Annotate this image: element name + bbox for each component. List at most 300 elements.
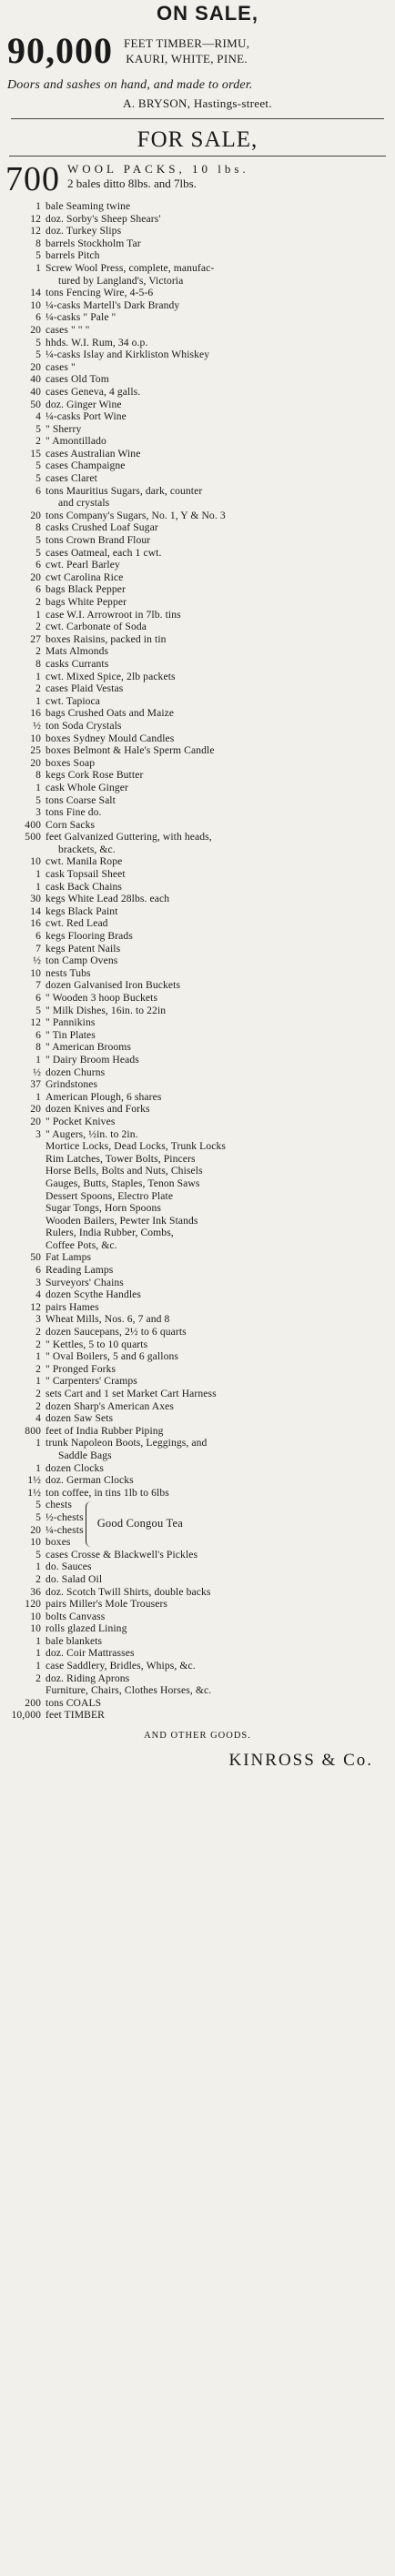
item-description	[46, 237, 390, 250]
item-text: " Pronged Forks	[46, 1362, 116, 1375]
item-text: " Pocket Knives	[46, 1115, 116, 1127]
item-quantity: 8	[35, 521, 41, 534]
item-text: cask Whole Ginger	[46, 781, 128, 793]
item-text: Wheat Mills, Nos. 6, 7 and 8	[46, 1313, 170, 1326]
list-item	[5, 1598, 390, 1611]
list-item	[5, 1561, 390, 1573]
item-text: cases "	[46, 360, 76, 373]
list-item	[5, 1091, 390, 1104]
item-description	[46, 917, 390, 930]
item-quantity: 50	[30, 398, 41, 410]
item-description	[46, 262, 390, 287]
item-text: feet Galvanized Guttering, with heads,	[46, 831, 212, 844]
item-description	[46, 1190, 390, 1203]
item-quantity: 2	[35, 1572, 41, 1585]
item-description	[46, 1598, 390, 1611]
item-description	[46, 460, 390, 472]
item-text: doz. Coir Mattrasses	[46, 1647, 135, 1660]
list-item	[5, 1672, 390, 1685]
item-description	[46, 534, 390, 547]
item-description	[46, 311, 390, 324]
item-description	[46, 1066, 390, 1079]
list-item	[5, 893, 390, 905]
item-description	[46, 881, 390, 894]
item-text: trunk Napoleon Boots, Leggings, and	[46, 1437, 208, 1450]
item-description	[46, 955, 390, 967]
item-description	[46, 1437, 390, 1461]
item-text: Wooden Bailers, Pewter Ink Stands	[46, 1214, 198, 1227]
list-item	[5, 855, 390, 868]
list-item	[5, 1462, 390, 1475]
list-item	[5, 1054, 390, 1066]
item-description	[46, 1005, 390, 1017]
list-item	[5, 1487, 390, 1500]
item-quantity: 40	[30, 373, 41, 386]
list-item	[5, 943, 390, 955]
item-description	[46, 200, 390, 213]
list-item	[5, 1251, 390, 1264]
item-description	[46, 782, 390, 794]
list-item	[5, 1425, 390, 1438]
congou-tea-list	[5, 1499, 84, 1548]
item-text: tons Fine do.	[46, 806, 102, 819]
item-quantity: 1	[35, 781, 41, 793]
item-text: " Augers, ½in. to 2in.	[46, 1127, 138, 1140]
item-description	[46, 510, 390, 522]
item-text: cwt Carolina Rice	[46, 571, 124, 583]
list-item	[5, 423, 390, 436]
item-quantity: 5	[35, 1499, 41, 1511]
advertiser-signature: KINROSS & Co.	[228, 1751, 373, 1771]
item-description	[46, 1400, 390, 1413]
item-text: doz. Scotch Twill Shirts, double backs	[46, 1585, 211, 1598]
item-description	[46, 1611, 390, 1623]
item-text: Reading Lamps	[46, 1264, 114, 1277]
item-description	[46, 472, 390, 485]
item-description	[46, 1586, 390, 1599]
item-quantity: 8	[35, 657, 41, 670]
item-text: " Dairy Broom Heads	[46, 1053, 139, 1066]
item-text-continued: and crystals	[58, 497, 110, 510]
list-item	[5, 1227, 390, 1239]
timber-quantity: 90,000	[7, 30, 113, 71]
item-text: sets Cart and 1 set Market Cart Harness	[46, 1388, 217, 1399]
list-item	[5, 633, 390, 646]
item-text: American Plough, 6 shares	[46, 1090, 162, 1103]
list-item	[5, 435, 390, 448]
item-quantity: 5	[35, 1548, 41, 1561]
item-description	[46, 1029, 390, 1042]
item-text-continued: tured by Langland's, Victoria	[58, 274, 184, 287]
item-quantity: 1	[35, 1053, 41, 1066]
item-description	[46, 671, 390, 683]
item-quantity: 5	[35, 546, 41, 559]
list-item	[5, 448, 390, 460]
item-quantity: 1	[35, 1375, 41, 1388]
item-description	[46, 1524, 84, 1537]
item-quantity: ½	[33, 955, 41, 967]
item-quantity: 2	[35, 1399, 41, 1412]
list-item	[5, 1190, 390, 1203]
item-quantity: 5	[35, 422, 41, 435]
item-description	[46, 299, 390, 312]
item-description	[46, 410, 390, 423]
item-text: dozen Galvanised Iron Buckets	[46, 979, 181, 992]
item-description	[46, 1709, 390, 1722]
item-quantity: 10	[30, 298, 41, 311]
item-text: doz. Sorby's Sheep Shears'	[46, 212, 161, 225]
item-quantity: 20	[30, 509, 41, 521]
item-quantity: 5	[35, 534, 41, 547]
item-quantity: 5	[35, 349, 41, 361]
item-quantity: 5	[35, 1510, 41, 1523]
list-item	[5, 287, 390, 299]
divider	[11, 118, 384, 119]
list-item	[5, 1350, 390, 1363]
item-quantity: 1	[35, 1437, 41, 1450]
item-quantity: 27	[30, 632, 41, 645]
item-text: pairs Miller's Mole Trousers	[46, 1598, 168, 1611]
item-description	[46, 435, 390, 448]
item-text: Mortice Locks, Dead Locks, Trunk Locks	[46, 1140, 226, 1153]
item-description	[46, 1103, 390, 1116]
item-quantity: 6	[35, 484, 41, 497]
item-quantity: 2	[35, 435, 41, 448]
list-item	[5, 1202, 390, 1215]
item-text: ton coffee, in tins 1lb to 6lbs	[46, 1486, 169, 1499]
item-quantity: 10,000	[11, 1709, 41, 1722]
item-quantity: 8	[35, 1041, 41, 1054]
list-item	[5, 1511, 84, 1524]
item-text: bags Black Pepper	[46, 583, 126, 596]
list-item	[5, 311, 390, 324]
item-quantity: 6	[35, 1028, 41, 1041]
item-text: chests	[46, 1499, 72, 1511]
item-description	[46, 1573, 390, 1586]
item-description	[46, 1239, 390, 1252]
item-text: casks Crushed Loaf Sugar	[46, 521, 158, 534]
list-item	[5, 720, 390, 732]
item-quantity: 5	[35, 793, 41, 806]
list-item	[5, 967, 390, 980]
item-quantity: 6	[35, 930, 41, 943]
list-item	[5, 521, 390, 534]
item-text: kegs Patent Nails	[46, 942, 121, 955]
item-description	[46, 967, 390, 980]
item-text: kegs White Lead 28lbs. each	[46, 893, 170, 905]
item-description	[46, 943, 390, 955]
item-description	[46, 1140, 390, 1153]
list-item	[5, 1524, 84, 1537]
item-text: dozen Saw Sets	[46, 1412, 114, 1425]
item-description	[46, 1660, 390, 1672]
item-text: dozen Churns	[46, 1066, 106, 1078]
list-item	[5, 992, 390, 1005]
list-item	[5, 237, 390, 250]
list-item	[5, 1499, 84, 1511]
item-description	[46, 1326, 390, 1339]
item-description	[46, 1536, 84, 1549]
list-item	[5, 1635, 390, 1648]
item-text: ¼-casks Islay and Kirkliston Whiskey	[46, 349, 210, 361]
item-text: cases Australian Wine	[46, 447, 141, 460]
list-item	[5, 583, 390, 596]
item-quantity: 1	[35, 1660, 41, 1672]
item-text: casks Currants	[46, 657, 109, 670]
item-text: tons Fencing Wire, 4-5-6	[46, 287, 154, 299]
heading-rule	[9, 156, 386, 157]
item-text: Mats Almonds	[46, 645, 109, 658]
item-text: cases Oatmeal, each 1 cwt.	[46, 546, 162, 559]
list-item	[5, 1140, 390, 1153]
list-item	[5, 645, 390, 658]
list-item	[5, 1078, 390, 1091]
item-quantity: 2	[35, 1388, 41, 1399]
item-text: bags White Pepper	[46, 596, 127, 608]
list-item	[5, 225, 390, 237]
item-text: Screw Wool Press, complete, manufac-	[46, 261, 215, 274]
list-item	[5, 1066, 390, 1079]
item-quantity: 10	[30, 1622, 41, 1635]
list-item	[5, 868, 390, 881]
list-item	[5, 399, 390, 411]
item-quantity: 1	[35, 880, 41, 893]
list-item	[5, 794, 390, 807]
item-description	[46, 1549, 390, 1561]
item-text: dozen Scythe Handles	[46, 1288, 142, 1301]
list-item	[5, 671, 390, 683]
item-text: bale blankets	[46, 1634, 103, 1647]
item-quantity: 20	[30, 1103, 41, 1116]
item-description	[46, 559, 390, 571]
item-quantity: 5	[35, 1004, 41, 1016]
item-text: bolts Canvass	[46, 1610, 106, 1622]
item-description	[46, 1177, 390, 1190]
item-description	[46, 287, 390, 299]
item-description	[46, 905, 390, 918]
congou-tea-group	[5, 1499, 390, 1548]
item-description	[46, 1672, 390, 1685]
timber-description	[124, 35, 249, 66]
item-description	[46, 386, 390, 399]
item-text: ¼-casks Port Wine	[46, 410, 127, 423]
item-description	[46, 732, 390, 745]
item-text: doz. Riding Aprons	[46, 1672, 130, 1684]
item-text: do. Salad Oil	[46, 1572, 103, 1585]
item-description	[46, 1425, 390, 1438]
item-quantity: 2	[35, 1326, 41, 1339]
item-description	[46, 1277, 390, 1289]
item-text: cases Claret	[46, 472, 97, 485]
item-text: feet of India Rubber Piping	[46, 1424, 164, 1437]
list-item	[5, 881, 390, 894]
item-text: " Carpenters' Cramps	[46, 1375, 137, 1388]
item-text: dozen Saucepans, 2½ to 6 quarts	[46, 1326, 187, 1339]
list-item	[5, 534, 390, 547]
item-quantity: 8	[35, 237, 41, 249]
item-text: boxes Belmont & Hale's Sperm Candle	[46, 744, 215, 757]
item-description	[46, 1288, 390, 1301]
item-description	[46, 1363, 390, 1376]
item-quantity: 20	[30, 1523, 41, 1536]
kinross-advertisement	[0, 126, 395, 1771]
list-item	[5, 361, 390, 374]
item-text: Surveyors' Chains	[46, 1276, 124, 1288]
item-description	[46, 485, 390, 510]
item-text: doz. German Clocks	[46, 1474, 134, 1487]
item-text: pairs Hames	[46, 1300, 99, 1313]
item-quantity: 14	[30, 287, 41, 299]
wool-packs-quantity: 700	[5, 160, 60, 198]
item-description	[46, 695, 390, 708]
item-quantity: 1	[35, 1647, 41, 1660]
item-quantity: 5	[35, 472, 41, 485]
item-description	[46, 1684, 390, 1697]
item-text: Rim Latches, Tower Bolts, Pincers	[46, 1152, 196, 1165]
list-item	[5, 806, 390, 819]
item-quantity: 10	[30, 966, 41, 979]
item-quantity: 20	[30, 756, 41, 769]
list-item	[5, 373, 390, 386]
item-description	[46, 744, 390, 757]
item-description	[46, 609, 390, 621]
item-description	[46, 1264, 390, 1277]
item-text: rolls glazed Lining	[46, 1622, 127, 1635]
item-text: cwt. Pearl Barley	[46, 559, 120, 571]
item-description	[46, 720, 390, 732]
item-quantity: 14	[30, 904, 41, 917]
item-quantity: 500	[25, 831, 41, 844]
item-text: ½-chests	[46, 1510, 84, 1523]
list-item	[5, 1301, 390, 1314]
item-text: Gauges, Butts, Staples, Tenon Saws	[46, 1177, 200, 1189]
item-description	[46, 399, 390, 411]
item-text: do. Sauces	[46, 1561, 92, 1573]
list-item	[5, 732, 390, 745]
item-text: cases Crosse & Blackwell's Pickles	[46, 1548, 198, 1561]
wool-packs-line-1: WOOL PACKS, 10 lbs.	[67, 162, 249, 176]
item-description	[46, 1499, 84, 1511]
doors-sashes-notice: Doors and sashes on hand, and made to order.	[7, 78, 253, 92]
item-quantity: 10	[30, 1610, 41, 1622]
list-item	[5, 1128, 390, 1141]
item-quantity: 1	[35, 1461, 41, 1474]
item-text: kegs Flooring Brads	[46, 930, 133, 943]
list-item	[5, 1375, 390, 1388]
item-description	[46, 1153, 390, 1166]
item-quantity: 1	[35, 261, 41, 274]
item-quantity: 1	[35, 670, 41, 682]
item-text: tons Crown Brand Flour	[46, 534, 151, 547]
item-quantity: 1	[35, 200, 41, 212]
item-text: ton Soda Crystals	[46, 719, 122, 732]
item-description	[46, 682, 390, 695]
item-quantity: 10	[30, 855, 41, 868]
item-text: cask Topsail Sheet	[46, 868, 126, 881]
list-item	[5, 213, 390, 226]
item-text: cases Geneva, 4 galls.	[46, 385, 141, 398]
list-item	[5, 200, 390, 213]
list-item	[5, 1412, 390, 1425]
wool-packs-line-2: 2 bales ditto 8lbs. and 7lbs.	[67, 177, 197, 190]
list-item	[5, 510, 390, 522]
item-quantity: 3	[35, 806, 41, 819]
item-quantity: 2	[35, 621, 41, 633]
item-description	[46, 855, 390, 868]
item-text: dozen Clocks	[46, 1461, 104, 1474]
list-item	[5, 1277, 390, 1289]
item-quantity: 15	[30, 447, 41, 460]
list-item	[5, 1288, 390, 1301]
item-description	[46, 583, 390, 596]
item-quantity: 50	[30, 1251, 41, 1264]
item-text: cwt. Tapioca	[46, 694, 101, 707]
list-item	[5, 1388, 390, 1400]
item-text: cwt. Manila Rope	[46, 855, 123, 868]
item-quantity: 20	[30, 571, 41, 583]
list-item	[5, 596, 390, 609]
item-description	[46, 1511, 84, 1524]
other-goods-note: AND OTHER GOODS.	[144, 1731, 251, 1742]
brace-mark	[86, 1501, 94, 1547]
item-text: bale Seaming twine	[46, 200, 131, 212]
item-description	[46, 1412, 390, 1425]
item-quantity: 36	[30, 1585, 41, 1598]
item-description	[46, 1350, 390, 1363]
item-quantity: 120	[25, 1598, 41, 1611]
wool-packs-entry	[5, 162, 390, 200]
advertiser-name: A. BRYSON, Hastings-street.	[123, 96, 272, 110]
item-text: " Pannikins	[46, 1016, 96, 1029]
item-description	[46, 547, 390, 560]
list-item	[5, 1165, 390, 1177]
item-quantity: 12	[30, 212, 41, 225]
item-quantity: 10	[30, 732, 41, 744]
item-quantity: 10	[30, 1536, 41, 1549]
list-item	[5, 1103, 390, 1116]
item-description	[46, 930, 390, 943]
item-description	[46, 213, 390, 226]
item-description	[46, 868, 390, 881]
list-item	[5, 460, 390, 472]
item-description	[46, 831, 390, 855]
item-text: cwt. Carbonate of Soda	[46, 621, 147, 633]
item-text: ¼-casks Martell's Dark Brandy	[46, 298, 180, 311]
item-quantity: 4	[35, 410, 41, 423]
item-description	[46, 361, 390, 374]
item-text: doz. Turkey Slips	[46, 225, 122, 237]
item-description	[46, 1016, 390, 1029]
list-item	[5, 324, 390, 337]
timber-line-1: FEET TIMBER—RIMU,	[124, 36, 250, 50]
item-description	[46, 423, 390, 436]
item-text: barrels Pitch	[46, 249, 100, 262]
item-quantity: ½	[33, 1066, 41, 1078]
list-item	[5, 782, 390, 794]
item-quantity: 16	[30, 917, 41, 930]
item-quantity: 6	[35, 583, 41, 596]
item-text: boxes Raisins, packed in tin	[46, 632, 167, 645]
list-item	[5, 1029, 390, 1042]
item-quantity: 7	[35, 979, 41, 992]
item-quantity: 200	[25, 1696, 41, 1709]
list-item	[5, 1339, 390, 1351]
item-quantity: 1	[35, 1350, 41, 1363]
item-text: kegs Black Paint	[46, 904, 118, 917]
list-item	[5, 337, 390, 349]
list-item	[5, 299, 390, 312]
list-item	[5, 1647, 390, 1660]
